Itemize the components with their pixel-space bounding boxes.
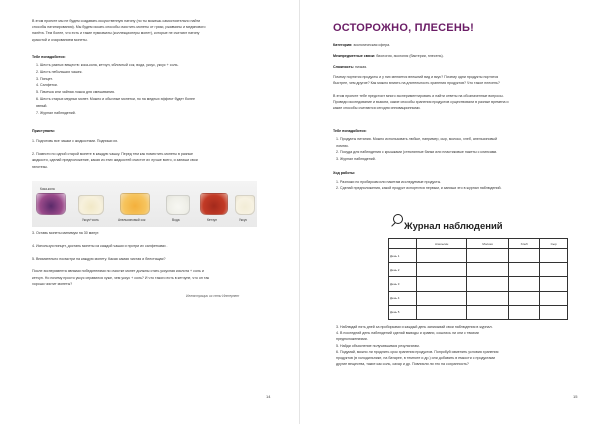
journal-cell	[540, 249, 568, 263]
text-line: Проведи исследование и выясни, какие способы хранения продуктов существовали в разные времена и	[333, 99, 509, 104]
ketchup-cup	[200, 193, 228, 215]
text-line: красотой и очарованием монеты.	[32, 37, 88, 42]
meta-label: Межпредметные связи:	[333, 54, 376, 58]
photo-label-cola: Кока-кола	[40, 187, 55, 191]
journal-cell	[540, 291, 568, 305]
step-line: После эксперимента явными победителями по очистке монет должны стать уксусная кислота + соль и	[32, 269, 204, 274]
journal-column-header: Сыр	[540, 239, 568, 249]
journal-cell	[509, 263, 540, 277]
list-item: 6. Шесть старых медных монет. Можно и обычные монетки, но на медных эффект будет более	[36, 97, 195, 101]
list-item: 4. Салфетки.	[36, 83, 58, 88]
journal-cell	[417, 277, 467, 291]
journal-row	[389, 249, 568, 263]
journal-column-header: Молоко	[467, 239, 509, 249]
step-line: 6. Подумай, можно ли продлить срок хранения продуктов. Попробуй изменить условия хранения	[336, 349, 499, 354]
journal-column-header: Хлеб	[509, 239, 540, 249]
list-item: 1. Шесть разных веществ: кока-кола, кетчуп, яблочный сок, вода, уксус, уксус + соль.	[36, 63, 179, 67]
text-line: способы патинирования). Мы будем искать способы очистить монеты от грязи, ржавчины и медянового	[32, 25, 206, 30]
journal-cell	[540, 263, 568, 277]
step-line: продуктов (в холодильнике, на батарее, в темноте и др.) или добавить в емкости с продуктами	[336, 356, 495, 360]
journal-cell	[509, 249, 540, 263]
journal-cell	[417, 249, 467, 263]
list-item: явный.	[36, 103, 48, 108]
journal-row-label: День 1	[389, 249, 417, 263]
list-item: 2. Шесть небольших чашек.	[36, 69, 83, 74]
left-needs-heading: Тебе понадобится:	[32, 55, 66, 59]
text-line: В этом проекте тебе предстоит много экспериментировать и найти ответы на обозначенные вопросы.	[333, 93, 504, 98]
list-item: 2. Посуда для наблюдения с крышками (стеклянные банки или пластиковые пакеты с клипсами.	[336, 150, 498, 155]
list-item: 5. Пачечка или чайная ложка для смешивания.	[36, 90, 115, 95]
journal-row	[389, 291, 568, 305]
photo-label-vinegar-salt: Уксус+соль	[82, 218, 99, 222]
list-item: 1. Продукты питания. Можно использовать любые, например, сыр, молоко, хлеб, апельсиновый	[336, 137, 497, 141]
meta-label: Сложность:	[333, 65, 355, 69]
journal-row-label: День 3	[389, 277, 417, 291]
list-item: ломтик.	[336, 143, 349, 148]
step-line: жидкости, сделай предположение, какая из этих жидкостей очистит их лучше всего, и запиши свои	[32, 158, 198, 163]
meta-line	[333, 43, 390, 48]
journal-cell	[540, 277, 568, 291]
journal-row-label: День 5	[389, 305, 417, 319]
meta-line	[333, 65, 367, 70]
journal-cell	[417, 263, 467, 277]
journal-cell	[467, 291, 509, 305]
text-line: быстрее, чем другие? Как можно влиять на длительность хранения продуктов? Что такое плесень?	[333, 81, 500, 86]
journal-cell	[417, 305, 467, 319]
journal-title: Журнал наблюдений	[404, 221, 503, 232]
coins-experiment-photo	[32, 181, 257, 227]
step-line: кетчуп. Но почему просто уксус справился хуже, чем уксус + соль? И что такого есть в кетчупе, что он так	[32, 275, 210, 280]
illustration-credit: Иллюстрации из сети Интернет	[186, 294, 240, 298]
journal-row-label: День 2	[389, 263, 417, 277]
journal-cell	[540, 305, 568, 319]
step-line: 4. В последний день наблюдений сделай выводы и сравни, сошлись ли они с твоими	[336, 331, 479, 336]
water-cup	[166, 195, 190, 215]
step-line: 3. Оставь монеты минимум на 30 минут.	[32, 231, 100, 235]
page-number-right: 15	[573, 394, 578, 399]
list-item: 7. Журнал наблюдений.	[36, 110, 76, 115]
page-number-left: 14	[266, 394, 271, 399]
journal-row	[389, 305, 568, 319]
text-line: В этом проекте мы не будем создавать искусственную патину (но ты можешь самостоятельно найти	[32, 19, 201, 23]
step-line: 2. Сделай предположения, какой продукт испортится первым, и запиши это в журнал наблюдений.	[336, 186, 502, 191]
right-needs-heading: Тебе понадобится:	[333, 129, 367, 133]
journal-cell	[509, 277, 540, 291]
left-steps-heading: Приступаем:	[32, 129, 55, 133]
list-item: 3. Пинцет.	[36, 76, 53, 81]
photo-label-ketchup: Кетчуп	[207, 218, 217, 222]
journal-column-header: Апельсин	[417, 239, 467, 249]
step-line: 5. Внимательно посмотри на каждую монету. Какая самая чистая и блестящая?	[32, 256, 166, 261]
text-line: какие способы считаются сегодня инновационными.	[333, 106, 421, 110]
journal-cell	[467, 263, 509, 277]
step-line: 3. Наблюдай пять дней за пробирками и каждый день записывай свои наблюдения в журнал.	[336, 325, 493, 329]
journal-cell	[509, 291, 540, 305]
journal-row-label: День 4	[389, 291, 417, 305]
journal-cell	[467, 305, 509, 319]
step-line: 5. Найди объяснение получившимся результатам.	[336, 343, 420, 348]
step-line: гипотезы.	[32, 164, 48, 169]
journal-cell	[467, 277, 509, 291]
journal-row	[389, 277, 568, 291]
photo-label-vinegar: Уксус	[239, 218, 248, 222]
photo-label-orange-juice: Апельсиновый сок	[118, 218, 146, 222]
step-line: предположениями.	[336, 337, 368, 342]
list-item: 3. Журнал наблюдений.	[336, 156, 376, 161]
meta-label: Категория:	[333, 43, 353, 47]
right-steps-heading: Ход работы:	[333, 171, 356, 175]
step-line: 4. Используя пинцет, достань монеты из каждой чашки и протри их салфетками .	[32, 243, 168, 248]
photo-label-water: Вода	[172, 218, 180, 222]
journal-corner-cell	[389, 239, 417, 249]
vinegar-salt-cup	[78, 195, 104, 215]
step-line: хорошо чистит монеты?	[32, 282, 73, 287]
text-line: Почему портятся продукты и у них меняется внешний вид и вкус? Почему одни продукты портятся	[333, 75, 499, 79]
cola-cup	[36, 193, 66, 215]
step-line: 1. Разложи по пробиркам или пакетам исследуемые продукты.	[336, 180, 442, 184]
journal-row	[389, 263, 568, 277]
meta-value: низкая.	[354, 65, 368, 69]
journal-cell	[467, 249, 509, 263]
meta-line	[333, 54, 444, 59]
journal-cell	[509, 305, 540, 319]
page-title: ОСТОРОЖНО, ПЛЕСЕНЬ!	[333, 22, 474, 34]
step-line: 2. Помести по одной старой монете в каждую чашку. Перед тем как поместить монеты в разные	[32, 151, 194, 156]
step-line: 1. Подготовь все чашки с жидкостями. Подпиши их.	[32, 139, 119, 143]
text-line: налёта. Тем более, что есть и такие нумизматы (коллекционеры монет), которые не считают патину	[32, 31, 200, 36]
meta-value: экологическая сфера.	[352, 43, 391, 47]
step-line: другие вещества, такие как соль, сахар и др. Повлияли ли это на сохранность?	[336, 362, 469, 367]
meta-value: биология, экология (бактерии, плесень).	[375, 54, 444, 58]
observation-journal-table	[388, 238, 568, 320]
journal-cell	[417, 291, 467, 305]
vinegar-cup	[235, 195, 255, 215]
orange-juice-cup	[120, 193, 150, 215]
